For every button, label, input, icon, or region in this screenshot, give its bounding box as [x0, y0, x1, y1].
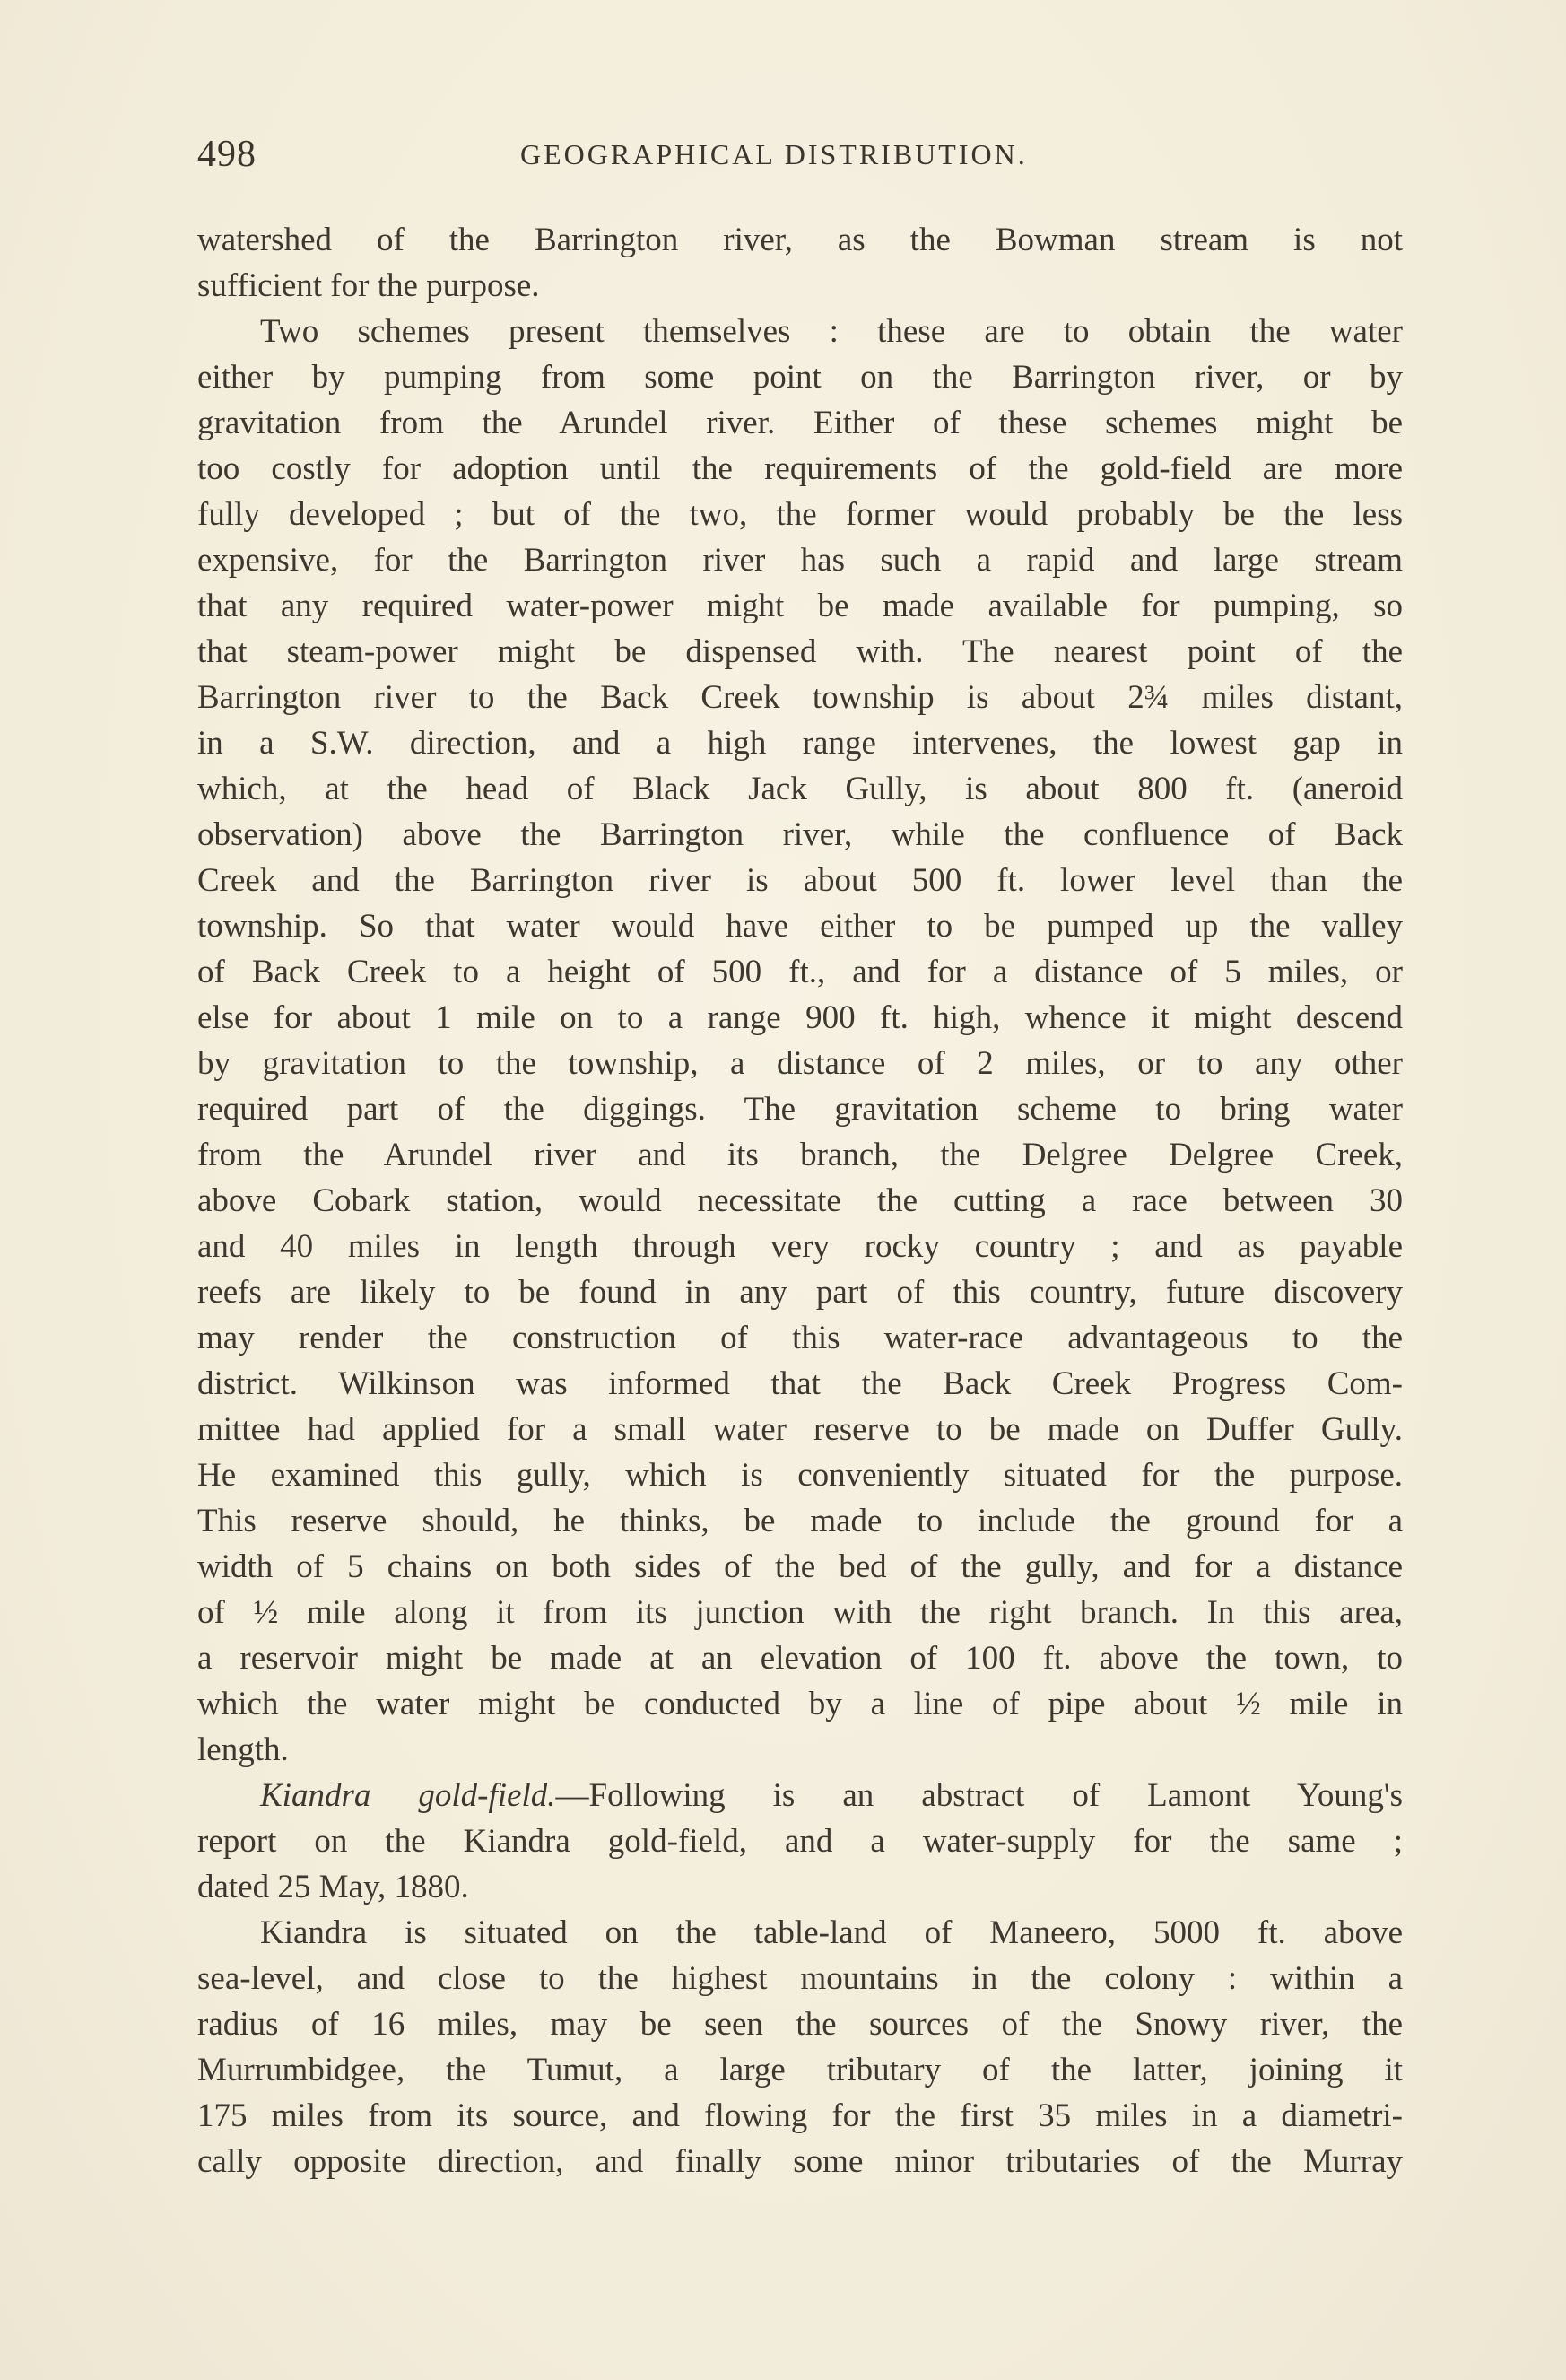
text-line: in a S.W. direction, and a high range intervenes, the lowest gap in — [197, 725, 1403, 762]
text-line: of Back Creek to a height of 500 ft., and for a distance of 5 miles, or — [197, 954, 1403, 990]
text-line: and 40 miles in length through very rocky country ; and as payable — [197, 1228, 1403, 1265]
page-header — [197, 133, 1399, 178]
text-line: which the water might be conducted by a line of pipe about ½ mile in — [197, 1686, 1403, 1722]
text-line: either by pumping from some point on the Barrington river, or by — [197, 359, 1403, 396]
text-line: too costly for adoption until the requirements of the gold-field are more — [197, 450, 1403, 487]
text-line: Barrington river to the Back Creek township is about 2¾ miles distant, — [197, 679, 1403, 716]
text-line: cally opposite direction, and finally some minor tributaries of the Murray — [197, 2143, 1403, 2180]
text-line: 175 miles from its source, and flowing for the first 35 miles in a diametri- — [197, 2097, 1403, 2134]
text-line: township. So that water would have either to be pumped up the valley — [197, 908, 1403, 945]
section-heading-line — [197, 1773, 1403, 1818]
paragraph-start-line: Kiandra is situated on the table-land of Maneero, 5000 ft. above — [260, 1914, 1403, 1951]
text-line: district. Wilkinson was informed that the Back Creek Progress Com- — [197, 1365, 1403, 1402]
text-line: which, at the head of Black Jack Gully, is about 800 ft. (aneroid — [197, 771, 1403, 807]
text-line: sufficient for the purpose. — [197, 267, 540, 304]
running-head: GEOGRAPHICAL DISTRIBUTION. — [520, 138, 1028, 170]
text-line: required part of the diggings. The gravitation scheme to bring water — [197, 1091, 1403, 1128]
text-line: else for about 1 mile on to a range 900 ft. high, whence it might descend — [197, 999, 1403, 1036]
text-line: that steam-power might be dispensed with. The nearest point of the — [197, 633, 1403, 670]
text-line: report on the Kiandra gold-field, and a water-supply for the same ; — [197, 1823, 1403, 1860]
text-line: radius of 16 miles, may be seen the sources of the Snowy river, the — [197, 2006, 1403, 2043]
text-line: reefs are likely to be found in any part of this country, future discovery — [197, 1274, 1403, 1311]
text-line: Murrumbidgee, the Tumut, a large tributary of the latter, joining it — [197, 2052, 1403, 2088]
text-line: from the Arundel river and its branch, the Delgree Delgree Creek, — [197, 1137, 1403, 1173]
body-text — [197, 217, 1403, 2184]
text-line: Creek and the Barrington river is about 500 ft. lower level than the — [197, 862, 1403, 899]
text-line: He examined this gully, which is conveniently situated for the purpose. — [197, 1457, 1403, 1494]
page-number: 498 — [197, 134, 257, 175]
paragraph-start-line: Two schemes present themselves : these are to obtain the water — [260, 313, 1403, 350]
text-line: a reservoir might be made at an elevation of 100 ft. above the town, to — [197, 1640, 1403, 1677]
section-heading-rest: —Following is an abstract of Lamont Young's — [555, 1777, 1403, 1814]
text-line: by gravitation to the township, a distance of 2 miles, or to any other — [197, 1045, 1403, 1082]
text-line: mittee had applied for a small water reserve to be made on Duffer Gully. — [197, 1411, 1403, 1448]
text-line: fully developed ; but of the two, the former would probably be the less — [197, 496, 1403, 533]
text-line: that any required water-power might be made available for pumping, so — [197, 588, 1403, 624]
text-line: width of 5 chains on both sides of the bed of the gully, and for a distance — [197, 1548, 1403, 1585]
text-line: may render the construction of this water-race advantageous to the — [197, 1320, 1403, 1356]
text-line: expensive, for the Barrington river has such a rapid and large stream — [197, 542, 1403, 579]
text-line: observation) above the Barrington river, while the confluence of Back — [197, 816, 1403, 853]
text-line: of ½ mile along it from its junction with the right branch. In this area, — [197, 1594, 1403, 1631]
text-line: This reserve should, he thinks, be made to include the ground for a — [197, 1503, 1403, 1539]
text-line: gravitation from the Arundel river. Either of these schemes might be — [197, 405, 1403, 441]
text-line: above Cobark station, would necessitate the cutting a race between 30 — [197, 1182, 1403, 1219]
section-heading: Kiandra gold-field. — [260, 1777, 556, 1814]
text-line: length. — [197, 1731, 289, 1768]
text-line: dated 25 May, 1880. — [197, 1869, 469, 1905]
text-line: sea-level, and close to the highest mountains in the colony : within a — [197, 1960, 1403, 1997]
text-line: watershed of the Barrington river, as the Bowman stream is not — [197, 222, 1403, 258]
